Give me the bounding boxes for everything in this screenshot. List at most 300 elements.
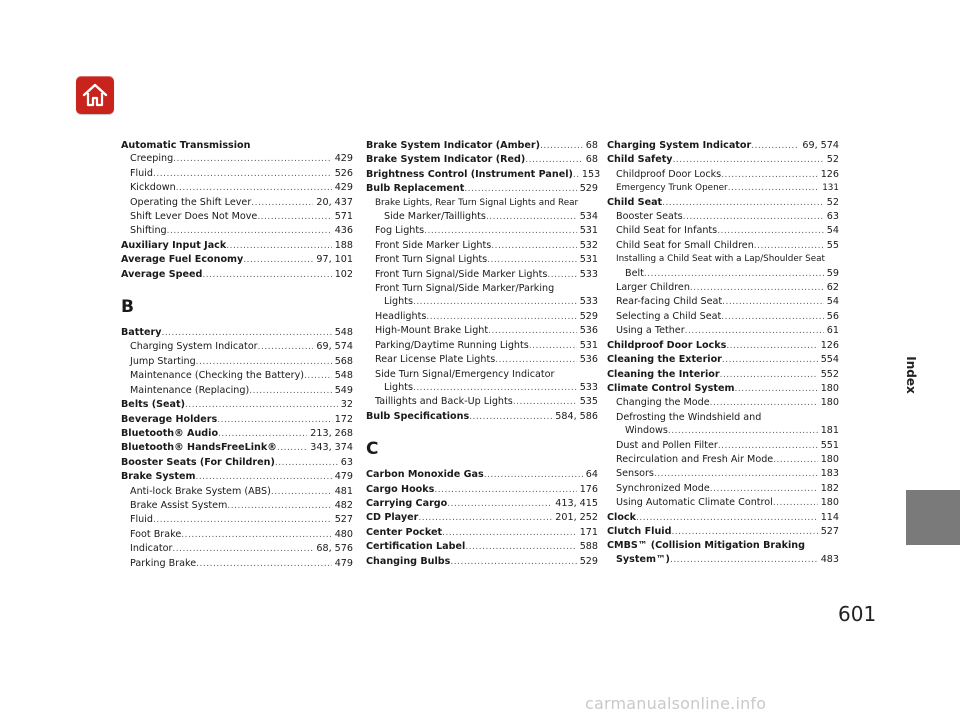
entry-page-ref[interactable]: 533 [579,268,598,280]
entry-page-ref[interactable]: 182 [820,482,839,494]
dot-leader [547,268,576,282]
index-entry[interactable] [366,468,598,482]
index-entry[interactable] [366,555,598,569]
index-subentry[interactable] [607,295,839,309]
entry-page-ref[interactable]: 102 [334,268,353,280]
dot-leader [161,326,331,340]
entry-label: Sensors [616,468,654,480]
index-subentry[interactable] [121,499,353,513]
entry-page-ref[interactable]: 551 [820,439,839,451]
entry-page-ref[interactable]: 172 [334,413,353,425]
dot-leader [720,368,818,382]
index-tab[interactable] [906,490,960,545]
entry-page-ref[interactable]: 126 [820,168,839,180]
entry-page-ref[interactable]: 188 [334,239,353,251]
dot-leader [251,196,313,210]
dot-leader [176,181,332,195]
index-subentry[interactable] [121,485,353,499]
entry-page-ref[interactable]: 483 [820,553,839,565]
entry-label: Recirculation and Fresh Air Mode [616,453,774,465]
entry-page-ref[interactable]: 532 [579,239,598,251]
dot-leader [450,555,576,569]
index-subentry[interactable] [607,210,839,224]
index-entry[interactable] [121,268,353,282]
entry-page-ref[interactable]: 68 [585,154,598,166]
entry-label: Child Seat for Small Children [616,239,754,251]
index-column-3 [607,139,839,567]
entry-page-ref[interactable]: 97, 101 [316,254,353,266]
index-entry[interactable] [607,339,839,353]
index-subentry[interactable] [121,224,353,238]
entry-label: Changing Bulbs [366,555,451,567]
index-subentry[interactable] [607,168,839,182]
index-subentry[interactable] [366,368,598,381]
entry-page-ref[interactable]: 526 [334,167,353,179]
entry-label: Fog Lights [375,225,425,237]
index-entry[interactable] [366,540,598,554]
entry-page-ref[interactable]: 62 [826,282,839,294]
entry-label: Child Safety [607,154,673,166]
entry-label: Foot Brake [130,528,182,540]
entry-label: Maintenance (Checking the Battery) [130,370,305,382]
entry-page-ref[interactable]: 343, 374 [310,442,353,454]
index-entry[interactable] [366,410,598,424]
dot-leader [710,396,818,410]
entry-label: Charging System Indicator [607,140,752,151]
entry-page-ref[interactable]: 548 [334,327,353,339]
entry-page-ref[interactable]: 529 [579,555,598,567]
entry-label: Fluid [130,167,154,179]
dot-leader [217,413,331,427]
index-subentry[interactable] [607,324,839,338]
index-subentry[interactable] [121,340,353,354]
dot-leader [488,324,577,338]
entry-label: Shift Lever Does Not Move [130,211,258,223]
index-subentry[interactable] [366,239,598,253]
index-entry[interactable] [121,470,353,484]
entry-page-ref[interactable]: 54 [826,296,839,308]
entry-page-ref[interactable]: 176 [579,483,598,495]
entry-page-ref[interactable]: 54 [826,225,839,237]
index-entry[interactable] [121,441,353,455]
dot-leader [773,496,818,510]
dot-leader [717,224,824,238]
entry-label: Kickdown [130,182,176,194]
dot-leader [690,281,824,295]
entry-label: High-Mount Brake Light [375,325,489,337]
entry-label: Bluetooth® Audio [121,427,219,439]
entry-page-ref[interactable]: 201, 252 [555,512,598,524]
entry-page-ref[interactable]: 52 [826,196,839,208]
entry-label: Defrosting the Windshield and [616,411,762,423]
entry-label: Brake System Indicator (Red) [366,154,526,166]
index-subentry[interactable] [607,424,839,438]
entry-label: Bluetooth® HandsFreeLink® [121,442,277,454]
entry-label: CMBS™ (Collision Mitigation Braking [607,540,805,552]
dot-leader [418,511,552,525]
dot-leader [271,485,332,499]
dot-leader [486,210,577,224]
entry-page-ref[interactable]: 69, 574 [802,140,839,151]
index-subentry[interactable] [121,528,353,542]
index-subentry[interactable] [366,395,598,409]
dot-leader [726,339,817,353]
index-entry[interactable] [366,497,598,511]
entry-page-ref[interactable]: 527 [334,514,353,526]
entry-label: Charging System Indicator [130,341,258,353]
entry-page-ref[interactable]: 63 [826,211,839,223]
entry-page-ref[interactable]: 533 [579,296,598,308]
entry-page-ref[interactable]: 32 [340,399,353,411]
dot-leader [464,182,576,196]
dot-leader [202,268,331,282]
entry-page-ref[interactable]: 536 [579,354,598,366]
entry-label: Bulb Specifications [366,410,470,422]
entry-page-ref[interactable]: 548 [334,370,353,382]
index-subentry[interactable] [366,339,598,353]
entry-label: Larger Children [616,282,690,294]
index-entry[interactable] [607,511,839,525]
dot-leader [275,456,338,470]
entry-page-ref[interactable]: 64 [585,469,598,481]
entry-page-ref[interactable]: 479 [334,471,353,483]
entry-page-ref[interactable]: 68, 576 [316,543,353,555]
index-entry[interactable] [607,382,839,396]
entry-page-ref[interactable]: 535 [579,396,598,408]
index-subentry[interactable] [607,467,839,481]
index-subentry[interactable] [366,210,598,224]
index-entry[interactable] [121,139,353,152]
entry-label: Clutch Fluid [607,525,672,537]
index-entry[interactable] [121,456,353,470]
index-subentry[interactable] [121,196,353,210]
index-entry[interactable] [607,353,839,367]
index-subentry[interactable] [607,439,839,453]
index-subentry[interactable] [607,281,839,295]
entry-page-ref[interactable]: 61 [826,325,839,337]
entry-page-ref[interactable]: 63 [340,456,353,468]
dot-leader [540,139,583,153]
index-subentry[interactable] [607,411,839,424]
entry-label: Bulb Replacement [366,183,465,195]
entry-page-ref[interactable]: 536 [579,325,598,337]
index-entry[interactable] [366,168,601,182]
entry-label: Center Pocket [366,526,443,538]
dot-leader [258,340,314,354]
entry-label: Belts (Seat) [121,399,185,411]
index-subentry[interactable] [366,282,598,295]
dot-leader [424,224,577,238]
dot-leader [413,381,577,395]
entry-page-ref[interactable]: 180 [820,382,839,394]
entry-label: Front Side Marker Lights [375,239,492,251]
dot-leader [172,542,313,556]
entry-page-ref[interactable]: 436 [334,225,353,237]
dot-leader [636,511,818,525]
index-subentry[interactable] [607,239,839,253]
entry-page-ref[interactable]: 20, 437 [316,196,353,208]
entry-label: Front Turn Signal Lights [375,254,488,266]
entry-page-ref[interactable]: 114 [820,511,839,523]
entry-label: Child Seat for Infants [616,225,718,237]
index-entry[interactable] [607,539,839,552]
entry-label: Brightness Control (Instrument Panel) [366,168,573,180]
index-letter-heading: C [366,439,379,460]
index-subentry[interactable] [121,210,353,224]
dot-leader [722,295,824,309]
entry-label: Rear-facing Child Seat [616,296,723,308]
dot-leader [218,427,307,441]
index-entry[interactable] [121,398,353,412]
dot-leader [167,224,332,238]
dot-leader [670,553,818,567]
entry-page-ref[interactable]: 429 [334,153,353,165]
dot-leader [243,253,313,267]
entry-label: Booster Seats (For Children) [121,456,275,468]
entry-page-ref[interactable]: 568 [334,355,353,367]
entry-page-ref[interactable]: 554 [820,354,839,366]
entry-label: Rear License Plate Lights [375,354,496,366]
entry-label: Synchronized Mode [616,482,710,494]
entry-label: Using Automatic Climate Control [616,497,773,509]
dot-leader [277,441,307,455]
index-subentry[interactable] [366,310,598,324]
index-subentry[interactable] [607,396,839,410]
index-entry[interactable] [366,153,598,167]
entry-page-ref[interactable]: 480 [334,528,353,540]
dot-leader [249,384,331,398]
entry-page-ref[interactable]: 481 [334,485,353,497]
index-subentry[interactable] [121,542,353,556]
dot-leader [304,369,332,383]
index-subentry[interactable] [366,197,598,210]
entry-label: Side Turn Signal/Emergency Indicator [375,368,555,380]
entry-page-ref[interactable]: 52 [826,154,839,166]
dot-leader [734,382,817,396]
dot-leader [513,395,577,409]
dot-leader [465,540,576,554]
index-entry[interactable] [366,182,598,196]
index-subentry[interactable] [607,482,839,496]
dot-leader [257,210,331,224]
entry-page-ref[interactable]: 180 [820,453,839,465]
index-subentry[interactable] [607,453,839,467]
entry-label: Dust and Pollen Filter [616,439,718,451]
index-subentry[interactable] [366,253,598,267]
index-subentry[interactable] [607,310,839,324]
dot-leader [487,253,577,267]
entry-page-ref[interactable]: 482 [334,499,353,511]
entry-page-ref[interactable]: 180 [820,497,839,509]
entry-page-ref[interactable]: 531 [579,339,598,351]
index-entry[interactable] [366,483,598,497]
entry-page-ref[interactable]: 552 [820,368,839,380]
index-entry[interactable] [366,139,598,153]
index-entry[interactable] [607,196,839,210]
entry-label: Creeping [130,153,174,165]
index-subentry[interactable] [607,182,839,195]
index-subentry[interactable] [121,384,353,398]
index-letter-heading: B [121,297,134,318]
dot-leader [173,152,332,166]
entry-label: Battery [121,327,162,339]
entry-label: Parking/Daytime Running Lights [375,339,529,351]
entry-label: Carrying Cargo [366,497,448,509]
index-subentry[interactable] [607,496,839,510]
section-label: Index [904,356,918,394]
entry-label: Parking Brake [130,557,197,569]
entry-label: Front Turn Signal/Side Marker Lights [375,268,548,280]
entry-label: Childproof Door Locks [616,168,722,180]
dot-leader [722,353,818,367]
index-subentry[interactable] [366,381,598,395]
index-entry[interactable] [366,511,598,525]
entry-page-ref[interactable]: 183 [820,468,839,480]
entry-label: Carbon Monoxide Gas [366,469,484,481]
dot-leader [196,557,332,571]
index-subentry[interactable] [121,152,353,166]
dot-leader [773,453,818,467]
entry-label: Lights [384,296,413,308]
dot-leader [721,310,823,324]
entry-label: Emergency Trunk Opener [616,183,728,194]
entry-label: Auxiliary Input Jack [121,239,227,251]
entry-label: Childproof Door Locks [607,339,727,351]
dot-leader [426,310,576,324]
dot-leader [754,239,824,253]
dot-leader [153,513,332,527]
index-subentry[interactable] [121,355,353,369]
entry-page-ref[interactable]: 55 [826,239,839,251]
dot-leader [728,182,820,195]
dot-leader [683,210,824,224]
index-subentry[interactable] [607,253,839,266]
index-entry[interactable] [607,139,839,153]
entry-label: Climate Control System [607,382,735,394]
entry-page-ref[interactable]: 588 [579,541,598,553]
index-entry[interactable] [366,526,598,540]
dot-leader [668,424,818,438]
entry-page-ref[interactable]: 584, 586 [555,410,598,422]
index-entry[interactable] [121,326,353,340]
entry-label: System™) [616,553,670,565]
entry-page-ref[interactable]: 69, 574 [316,341,353,353]
entry-page-ref[interactable]: 180 [820,397,839,409]
dot-leader [434,483,576,497]
entry-label: Changing the Mode [616,397,710,409]
entry-label: Lights [384,381,413,393]
home-button[interactable] [76,76,114,114]
entry-page-ref[interactable]: 534 [579,211,598,223]
index-entry[interactable] [607,525,839,539]
entry-page-ref[interactable]: 153 [581,168,601,180]
index-subentry[interactable] [121,369,353,383]
entry-label: CD Player [366,512,419,524]
dot-leader [644,267,824,281]
dot-leader [710,482,818,496]
entry-page-ref[interactable]: 479 [334,557,353,569]
entry-label: Shifting [130,225,167,237]
index-subentry[interactable] [366,268,598,282]
entry-label: Selecting a Child Seat [616,310,722,322]
entry-page-ref[interactable]: 429 [334,182,353,194]
index-entry[interactable] [121,413,353,427]
entry-page-ref[interactable]: 171 [579,526,598,538]
entry-page-ref[interactable]: 213, 268 [310,427,353,439]
dot-leader [685,324,824,338]
entry-label: Beverage Holders [121,413,218,425]
entry-label: Average Fuel Economy [121,254,244,266]
index-subentry[interactable] [121,167,353,181]
entry-page-ref[interactable]: 571 [334,211,353,223]
dot-leader [718,439,818,453]
dot-leader [185,398,338,412]
entry-page-ref[interactable]: 126 [820,339,839,351]
entry-page-ref[interactable]: 59 [826,267,839,279]
index-subentry[interactable] [366,295,598,309]
entry-page-ref[interactable]: 56 [826,310,839,322]
entry-label: Taillights and Back-Up Lights [375,396,513,408]
entry-label: Certification Label [366,541,466,553]
entry-page-ref[interactable]: 529 [579,310,598,322]
dot-leader [469,410,552,424]
entry-label: Side Marker/Taillights [384,211,486,223]
dot-leader [153,167,332,181]
entry-page-ref[interactable]: 531 [579,254,598,266]
index-entry[interactable] [607,368,839,382]
index-subentry[interactable] [366,353,598,367]
entry-page-ref[interactable]: 549 [334,384,353,396]
entry-label: Front Turn Signal/Side Marker/Parking [375,283,555,295]
index-subentry[interactable] [607,267,839,281]
index-subentry[interactable] [366,324,598,338]
entry-page-ref[interactable]: 68 [585,140,598,151]
dot-leader [671,525,817,539]
entry-label: Operating the Shift Lever [130,196,252,208]
entry-page-ref[interactable]: 181 [820,425,839,437]
entry-page-ref[interactable]: 531 [579,225,598,237]
watermark: carmanualsonline.info [585,694,767,713]
index-subentry[interactable] [121,181,353,195]
entry-label: Brake Lights, Rear Turn Signal Lights and Rear [375,197,579,208]
entry-label: Maintenance (Replacing) [130,384,250,396]
dot-leader [447,497,552,511]
index-subentry[interactable] [121,513,353,527]
entry-page-ref[interactable]: 413, 415 [555,497,598,509]
home-icon [81,82,109,108]
index-entry[interactable] [121,427,353,441]
index-entry[interactable] [607,153,839,167]
dot-leader [491,239,576,253]
entry-page-ref[interactable]: 529 [579,183,598,195]
entry-label: Using a Tether [616,325,685,337]
index-entry[interactable] [607,553,839,567]
page-number: 601 [838,602,877,626]
index-subentry[interactable] [366,224,598,238]
entry-page-ref[interactable]: 527 [820,525,839,537]
entry-label: Automatic Transmission [121,140,251,151]
entry-page-ref[interactable]: 131 [822,183,839,194]
dot-leader [525,153,582,167]
entry-label: Brake System Indicator (Amber) [366,140,541,151]
entry-page-ref[interactable]: 533 [579,381,598,393]
index-subentry[interactable] [121,557,353,571]
dot-leader [227,499,331,513]
index-entry[interactable] [121,239,353,253]
index-entry[interactable] [121,253,353,267]
dot-leader [196,355,332,369]
index-subentry[interactable] [607,224,839,238]
